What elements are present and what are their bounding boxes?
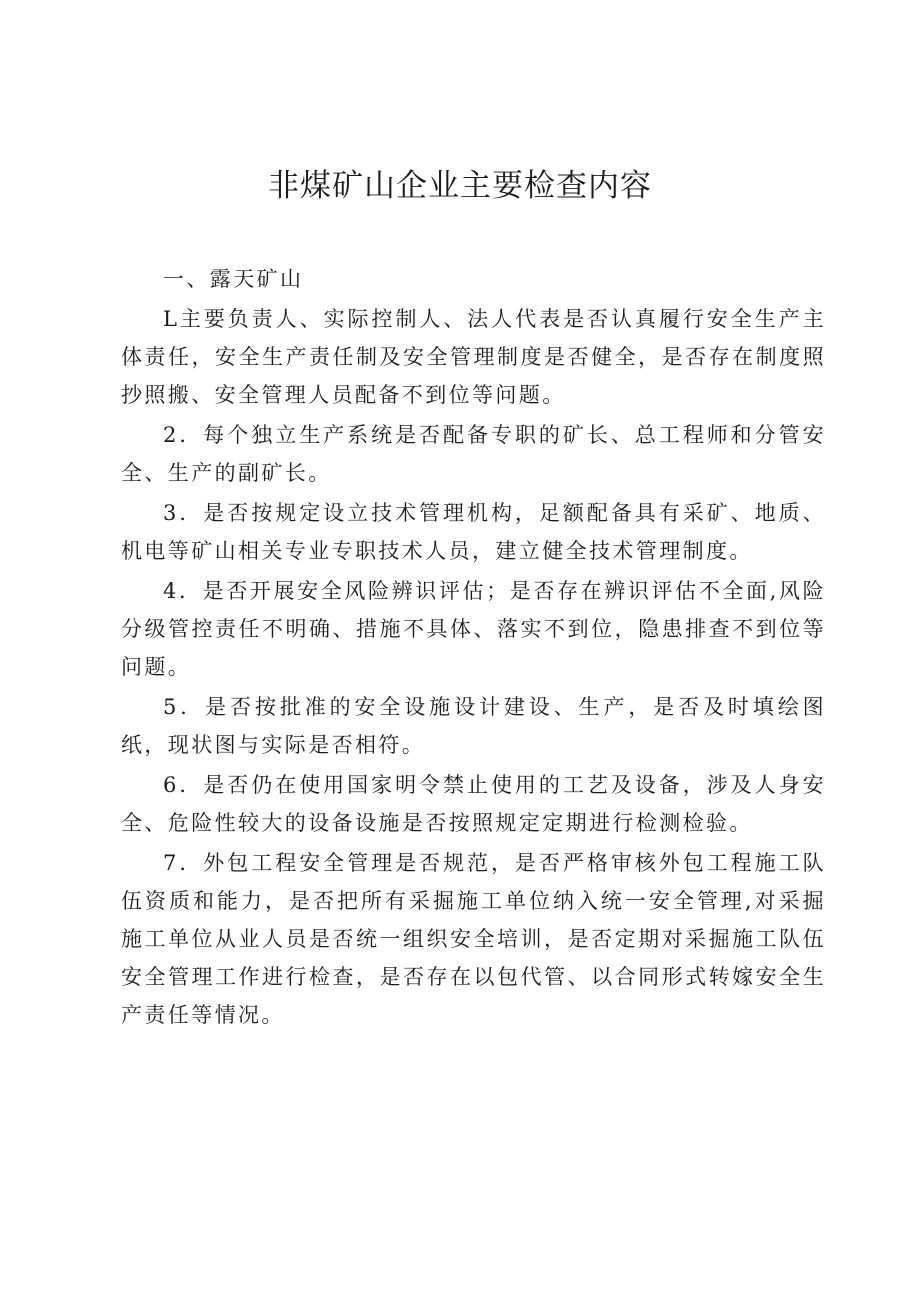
paragraph-item-7: 7．外包工程安全管理是否规范，是否严格审核外包工程施工队伍资质和能力，是否把所有采掘施工单位纳入统一安全管理,对采掘施工单位从业人员是否统一组织安全培训，是否定期对采掘施工队伍安全管理工作进行检查，是否存在以包代管、以合同形式转嫁安全生产责任等情况。 xyxy=(121,851,826,1027)
paragraph-item-6: 6．是否仍在使用国家明令禁止使用的工艺及设备，涉及人身安全、危险性较大的设备设施是否按照规定定期进行检测检验。 xyxy=(121,773,826,835)
section-heading: 一、露天矿山 xyxy=(163,267,304,291)
paragraph-item-1: L主要负责人、实际控制人、法人代表是否认真履行安全生产主体责任，安全生产责任制及安全管理制度是否健全，是否存在制度照抄照搬、安全管理人员配备不到位等问题。 xyxy=(121,307,826,407)
paragraph-item-3: 3．是否按规定设立技术管理机构，足额配备具有采矿、地质、机电等矿山相关专业专职技术人员，建立健全技术管理制度。 xyxy=(121,501,826,563)
paragraph-item-4: 4．是否开展安全风险辨识评估；是否存在辨识评估不全面,风险分级管控责任不明确、措施不具体、落实不到位，隐患排查不到位等问题。 xyxy=(121,579,826,679)
document-body xyxy=(121,260,826,1034)
page-title: 非煤矿山企业主要检查内容 xyxy=(268,168,652,204)
paragraph-item-2: 2．每个独立生产系统是否配备专职的矿长、总工程师和分管安全、生产的副矿长。 xyxy=(121,423,826,485)
paragraph-item-5: 5．是否按批准的安全设施设计建设、生产，是否及时填绘图纸，现状图与实际是否相符。 xyxy=(121,695,826,757)
